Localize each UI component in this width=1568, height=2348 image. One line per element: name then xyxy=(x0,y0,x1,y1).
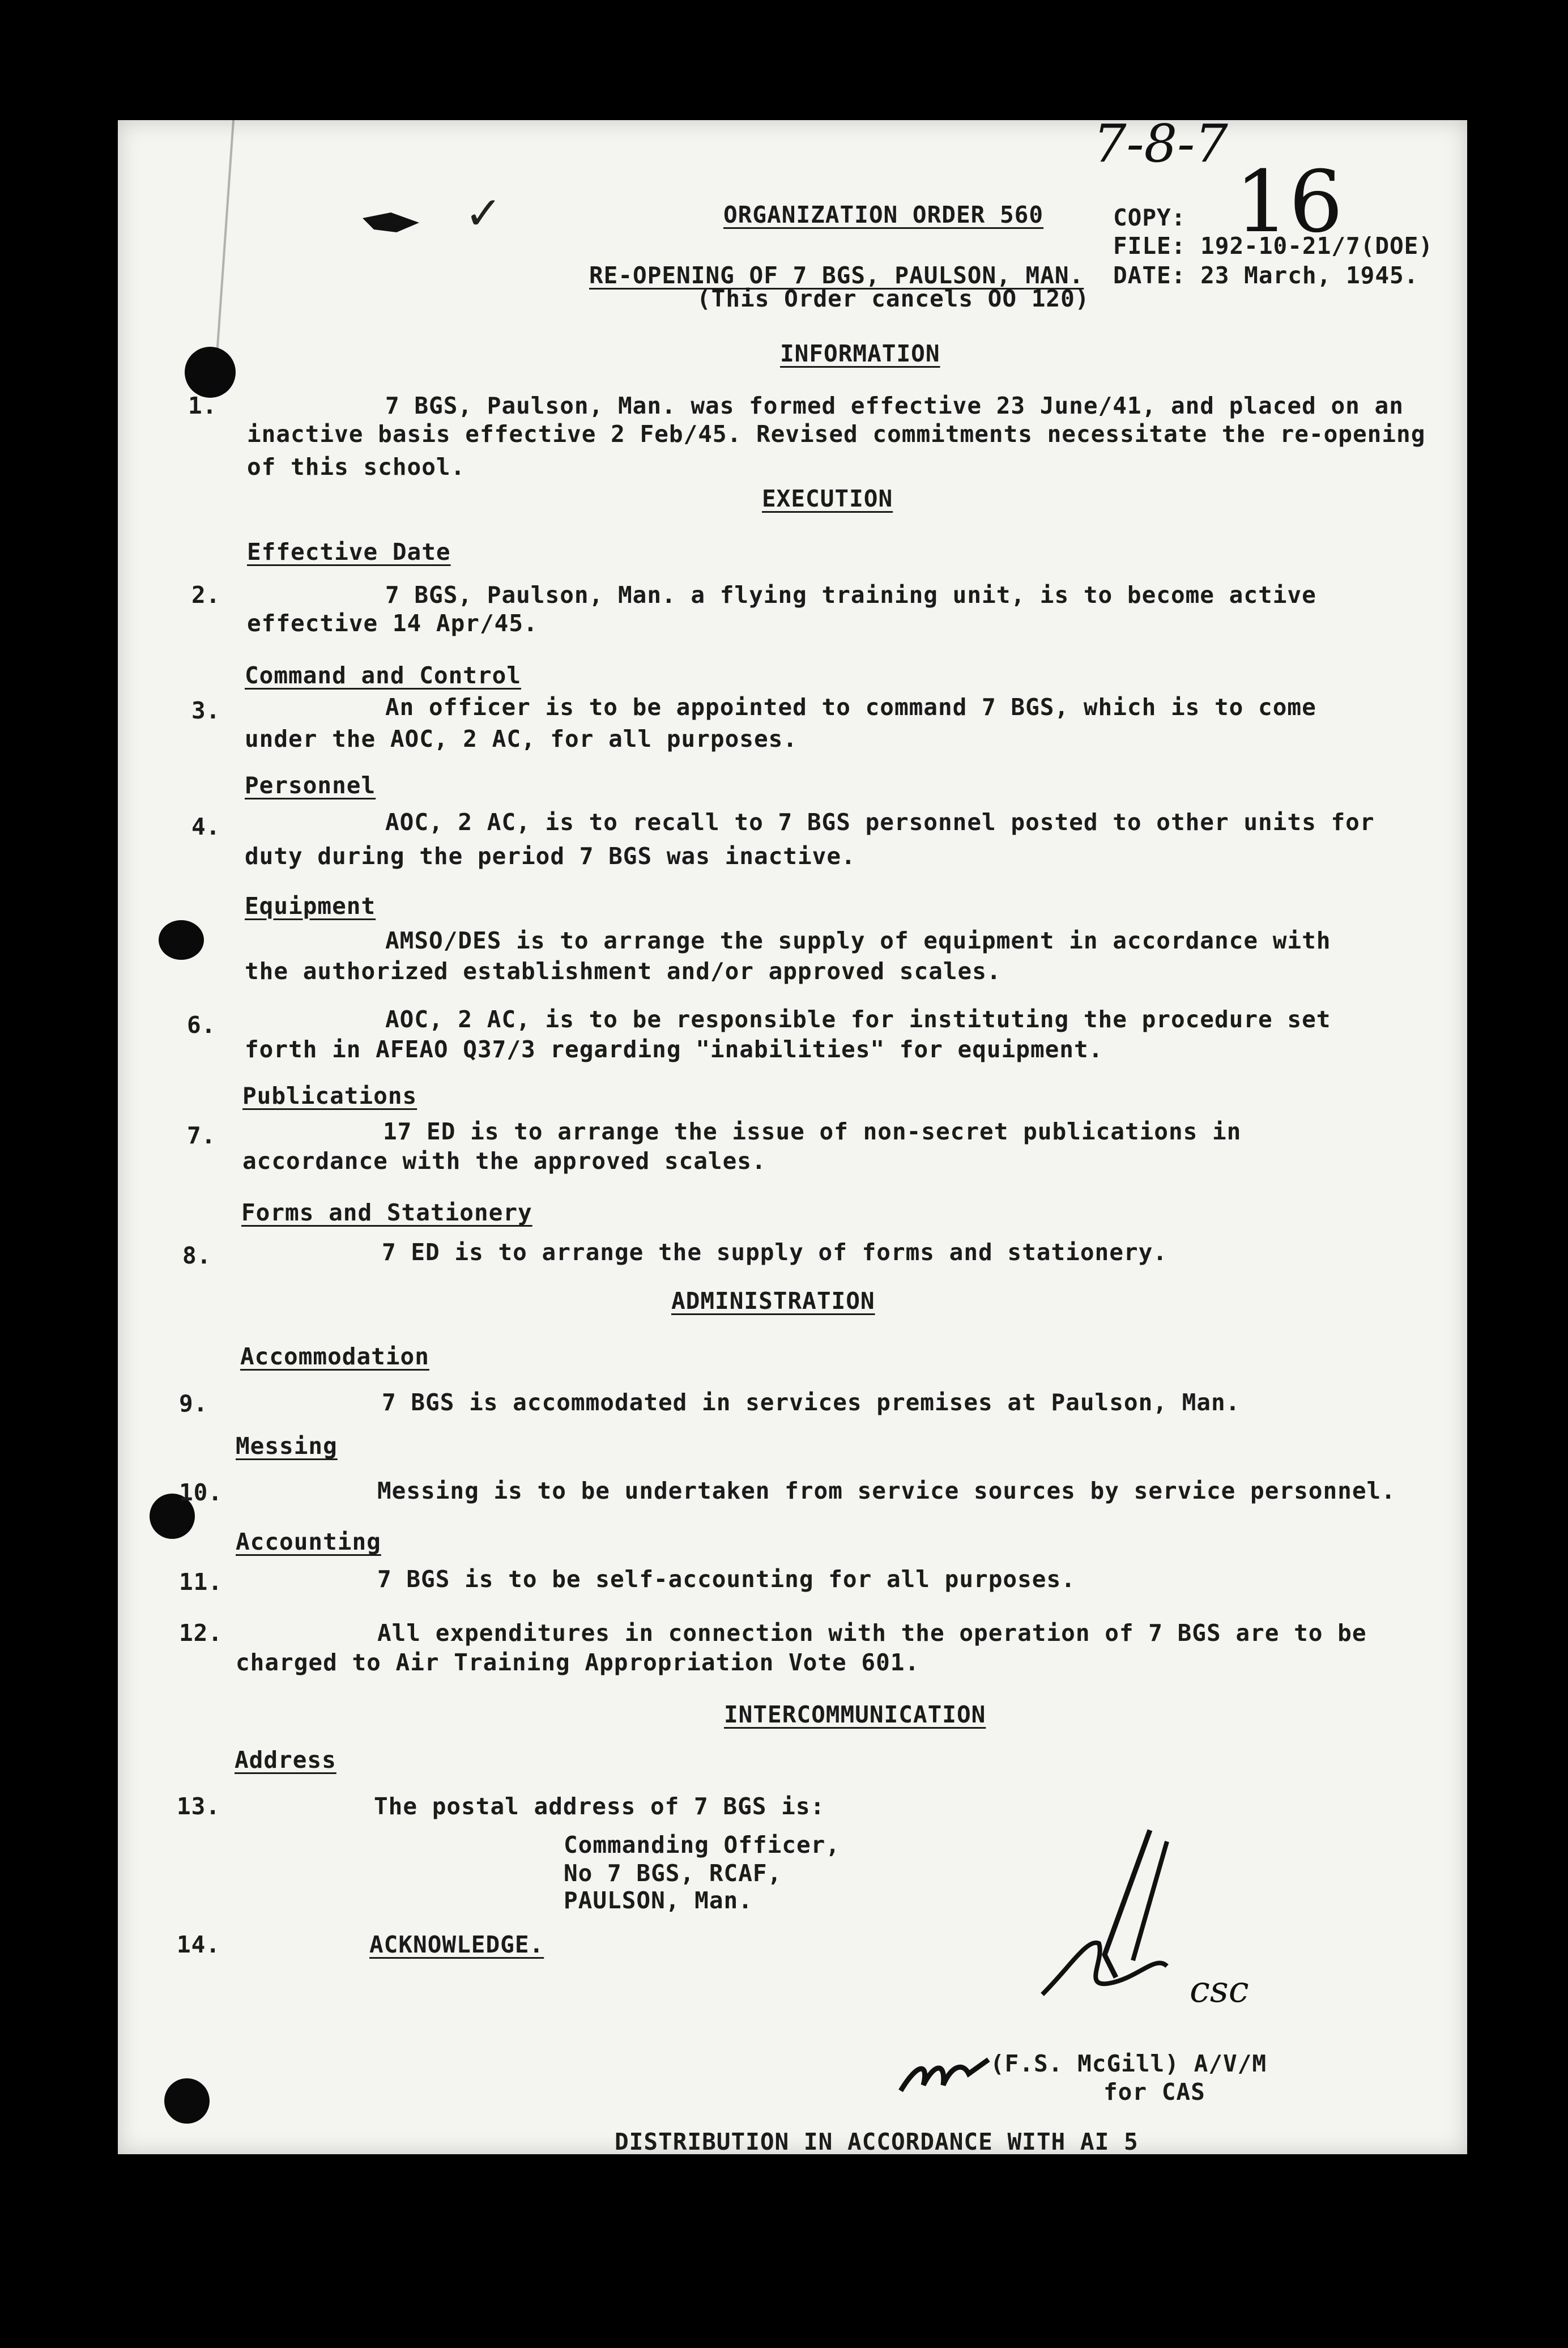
handwritten-file-number: 7-8-7 xyxy=(1093,113,1228,174)
handwritten-copy-number: 16 xyxy=(1235,153,1343,252)
punch-hole xyxy=(164,2078,210,2124)
subheading-effective-date: Effective Date xyxy=(247,538,451,565)
signature-name: (F.S. McGill) A/V/M xyxy=(990,2050,1267,2077)
check-mark-icon: ✓ xyxy=(465,187,503,240)
subheading-messing: Messing xyxy=(236,1432,338,1460)
paragraph-number: 7. xyxy=(187,1122,216,1149)
paragraph-number: 11. xyxy=(179,1568,223,1596)
paragraph-number: 10. xyxy=(179,1479,223,1506)
paragraph-text: forth in AFEAO Q37/3 regarding "inabilities" for equipment. xyxy=(245,1036,1103,1063)
paragraph-text: charged to Air Training Appropriation Vote 601. xyxy=(236,1649,920,1676)
file-number: FILE: 192-10-21/7(DOE) xyxy=(1113,232,1434,260)
punch-hole xyxy=(185,347,236,398)
paragraph-text: AOC, 2 AC, is to be responsible for instituting the procedure set xyxy=(385,1006,1331,1033)
paragraph-text: AMSO/DES is to arrange the supply of equipment in accordance with xyxy=(385,927,1331,954)
subheading-accounting: Accounting xyxy=(236,1528,381,1555)
address-line: PAULSON, Man. xyxy=(564,1887,753,1914)
subheading-address: Address xyxy=(235,1746,336,1773)
subheading-publications: Publications xyxy=(242,1082,417,1109)
subheading-forms: Forms and Stationery xyxy=(241,1199,532,1226)
section-intercommunication: INTERCOMMUNICATION xyxy=(724,1701,986,1728)
address-line: No 7 BGS, RCAF, xyxy=(564,1860,782,1887)
paragraph-text: the authorized establishment and/or approved scales. xyxy=(245,958,1002,985)
paragraph-text: An officer is to be appointed to command 7 BGS, which is to come xyxy=(385,694,1316,721)
subheading-command: Command and Control xyxy=(245,662,521,689)
paragraph-text: 7 BGS is accommodated in services premises at Paulson, Man. xyxy=(382,1389,1241,1416)
paragraph-text: effective 14 Apr/45. xyxy=(247,610,538,637)
paragraph-text: of this school. xyxy=(247,453,466,480)
paragraph-number: 14. xyxy=(177,1931,221,1958)
signature-initials: csc xyxy=(1190,1969,1249,2011)
paragraph-text: 7 ED is to arrange the supply of forms and stationery. xyxy=(382,1239,1168,1266)
paragraph-text: inactive basis effective 2 Feb/45. Revised commitments necessitate the re-opening xyxy=(247,420,1426,448)
paragraph-text: The postal address of 7 BGS is: xyxy=(374,1793,825,1820)
paragraph-number: 2. xyxy=(191,581,221,609)
paragraph-number: 1. xyxy=(188,392,218,419)
order-title: ORGANIZATION ORDER 560 xyxy=(723,201,1044,228)
paragraph-text: accordance with the approved scales. xyxy=(242,1147,766,1175)
paragraph-text: Messing is to be undertaken from service sources by service personnel. xyxy=(377,1477,1396,1504)
ink-mark xyxy=(357,207,425,241)
address-line: Commanding Officer, xyxy=(564,1831,840,1858)
paragraph-text: 17 ED is to arrange the issue of non-secret publications in xyxy=(383,1118,1242,1145)
signature-for: for CAS xyxy=(1103,2078,1205,2105)
subheading-personnel: Personnel xyxy=(245,772,376,799)
paragraph-number: 3. xyxy=(191,697,221,724)
paragraph-text: 7 BGS, Paulson, Man. a flying training unit, is to become active xyxy=(385,581,1316,609)
paragraph-number: 6. xyxy=(187,1011,216,1039)
subheading-equipment: Equipment xyxy=(245,892,376,920)
paragraph-number: 12. xyxy=(179,1619,223,1647)
paragraph-number: 4. xyxy=(191,813,221,840)
paragraph-number: 13. xyxy=(177,1793,221,1820)
cancels-note: (This Order cancels OO 120) xyxy=(697,285,1090,312)
acknowledge-text: ACKNOWLEDGE. xyxy=(369,1931,544,1958)
section-information: INFORMATION xyxy=(780,340,940,367)
subheading-accommodation: Accommodation xyxy=(240,1343,429,1370)
initial-scribble xyxy=(895,2040,997,2102)
paragraph-text: under the AOC, 2 AC, for all purposes. xyxy=(245,725,798,752)
paragraph-text: 7 BGS, Paulson, Man. was formed effective 23 June/41, and placed on an xyxy=(385,392,1404,419)
section-execution: EXECUTION xyxy=(762,485,893,512)
page-fold-edge xyxy=(101,120,235,369)
paragraph-number: 9. xyxy=(179,1390,208,1417)
punch-hole xyxy=(159,920,204,960)
paragraph-number: 8. xyxy=(182,1242,212,1269)
distribution-line: DISTRIBUTION IN ACCORDANCE WITH AI 5 xyxy=(615,2128,1139,2155)
order-date: DATE: 23 March, 1945. xyxy=(1113,262,1419,289)
section-administration: ADMINISTRATION xyxy=(671,1287,875,1315)
paragraph-text: 7 BGS is to be self-accounting for all purposes. xyxy=(377,1566,1076,1593)
order-subject: RE-OPENING OF 7 BGS, PAULSON, MAN. xyxy=(589,262,1084,289)
paragraph-text: All expenditures in connection with the operation of 7 BGS are to be xyxy=(377,1619,1367,1647)
paragraph-text: AOC, 2 AC, is to recall to 7 BGS personnel posted to other units for xyxy=(385,809,1375,836)
paragraph-text: duty during the period 7 BGS was inactive. xyxy=(245,843,856,870)
copy-label: COPY: xyxy=(1113,204,1186,231)
